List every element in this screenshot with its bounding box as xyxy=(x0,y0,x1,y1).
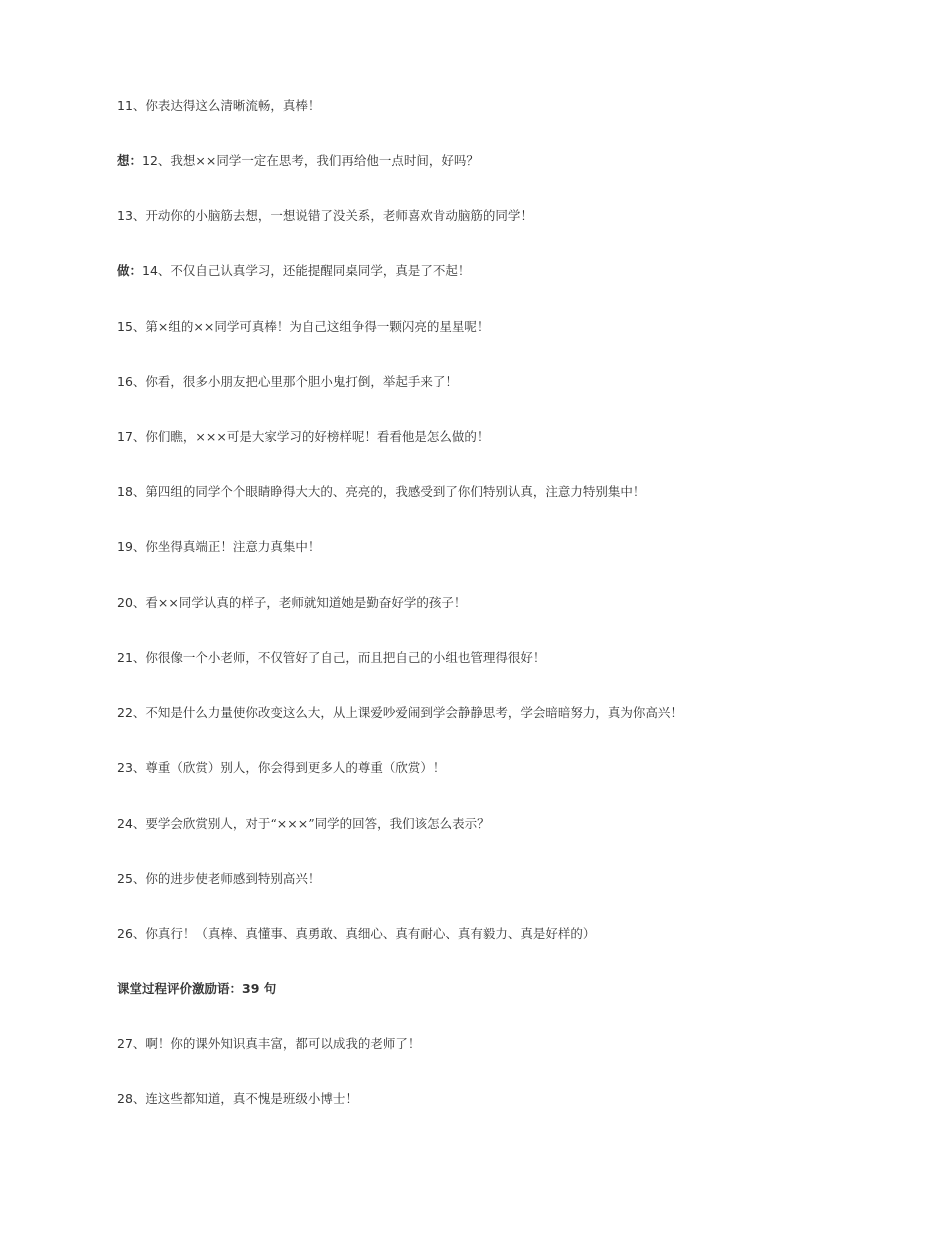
line-number: 16 xyxy=(117,374,133,389)
section-heading: 课堂过程评价激励语：39 句 xyxy=(117,981,277,996)
line-number: 25 xyxy=(117,871,133,886)
praise-line-20 xyxy=(117,594,917,612)
praise-line-25 xyxy=(117,870,917,888)
praise-line-26 xyxy=(117,925,917,943)
line-text: 、第×组的××同学可真棒！为自己这组争得一颗闪亮的星星呢！ xyxy=(132,319,490,334)
praise-line-18 xyxy=(117,483,917,501)
line-text: 、你们瞧，×××可是大家学习的好榜样呢！看看他是怎么做的！ xyxy=(132,429,490,444)
praise-line-24 xyxy=(117,815,917,833)
praise-line-15 xyxy=(117,318,917,336)
line-number: 12 xyxy=(142,153,158,168)
line-number: 18 xyxy=(117,484,133,499)
praise-line-14 xyxy=(117,262,917,280)
line-number: 21 xyxy=(117,650,133,665)
line-number: 14 xyxy=(142,263,158,278)
line-number: 17 xyxy=(117,429,133,444)
line-text: 、第四组的同学个个眼睛睁得大大的、亮亮的，我感受到了你们特别认真，注意力特别集中！ xyxy=(132,484,646,499)
line-number: 20 xyxy=(117,595,133,610)
line-text: 、你真行！（真棒、真懂事、真勇敢、真细心、真有耐心、真有毅力、真是好样的） xyxy=(132,926,596,941)
praise-line-12 xyxy=(117,152,917,170)
praise-line-17 xyxy=(117,428,917,446)
line-number: 28 xyxy=(117,1091,133,1106)
line-number: 11 xyxy=(117,98,133,113)
line-number: 23 xyxy=(117,760,133,775)
line-text: 、连这些都知道，真不愧是班级小博士！ xyxy=(132,1091,358,1106)
line-text: 、啊！你的课外知识真丰富，都可以成我的老师了！ xyxy=(132,1036,421,1051)
line-text: 、不知是什么力量使你改变这么大，从上课爱吵爱闹到学会静静思考，学会暗暗努力，真为你高兴！ xyxy=(132,705,683,720)
line-lead: 做： xyxy=(117,263,143,278)
praise-line-27 xyxy=(117,1035,917,1053)
praise-line-23 xyxy=(117,759,917,777)
praise-line-19 xyxy=(117,538,917,556)
line-text: 、尊重（欣赏）别人，你会得到更多人的尊重（欣赏）！ xyxy=(132,760,446,775)
line-number: 13 xyxy=(117,208,133,223)
line-text: 、要学会欣赏别人，对于“×××”同学的回答，我们该怎么表示？ xyxy=(132,816,490,831)
praise-line-28 xyxy=(117,1090,917,1108)
line-lead: 想： xyxy=(117,153,143,168)
line-number: 22 xyxy=(117,705,133,720)
praise-line-13 xyxy=(117,207,917,225)
praise-line-21 xyxy=(117,649,917,667)
line-text: 、开动你的小脑筋去想，一想说错了没关系，老师喜欢肯动脑筋的同学！ xyxy=(132,208,533,223)
line-text: 、你看，很多小朋友把心里那个胆小鬼打倒，举起手来了！ xyxy=(132,374,458,389)
line-number: 26 xyxy=(117,926,133,941)
line-number: 27 xyxy=(117,1036,133,1051)
line-text: 、你很像一个小老师，不仅管好了自己，而且把自己的小组也管理得很好！ xyxy=(132,650,546,665)
line-text: 、你坐得真端正！注意力真集中！ xyxy=(132,539,321,554)
line-text: 、你表达得这么清晰流畅，真棒！ xyxy=(132,98,321,113)
line-number: 19 xyxy=(117,539,133,554)
praise-line-16 xyxy=(117,373,917,391)
line-number: 15 xyxy=(117,319,133,334)
line-text: 、不仅自己认真学习，还能提醒同桌同学，真是了不起！ xyxy=(157,263,471,278)
line-text: 、你的进步使老师感到特别高兴！ xyxy=(132,871,321,886)
line-text: 、看××同学认真的样子，老师就知道她是勤奋好学的孩子！ xyxy=(132,595,467,610)
line-number: 24 xyxy=(117,816,133,831)
line-text: 、我想××同学一定在思考，我们再给他一点时间，好吗？ xyxy=(157,153,479,168)
praise-line-22 xyxy=(117,704,917,722)
praise-line-11 xyxy=(117,97,917,115)
